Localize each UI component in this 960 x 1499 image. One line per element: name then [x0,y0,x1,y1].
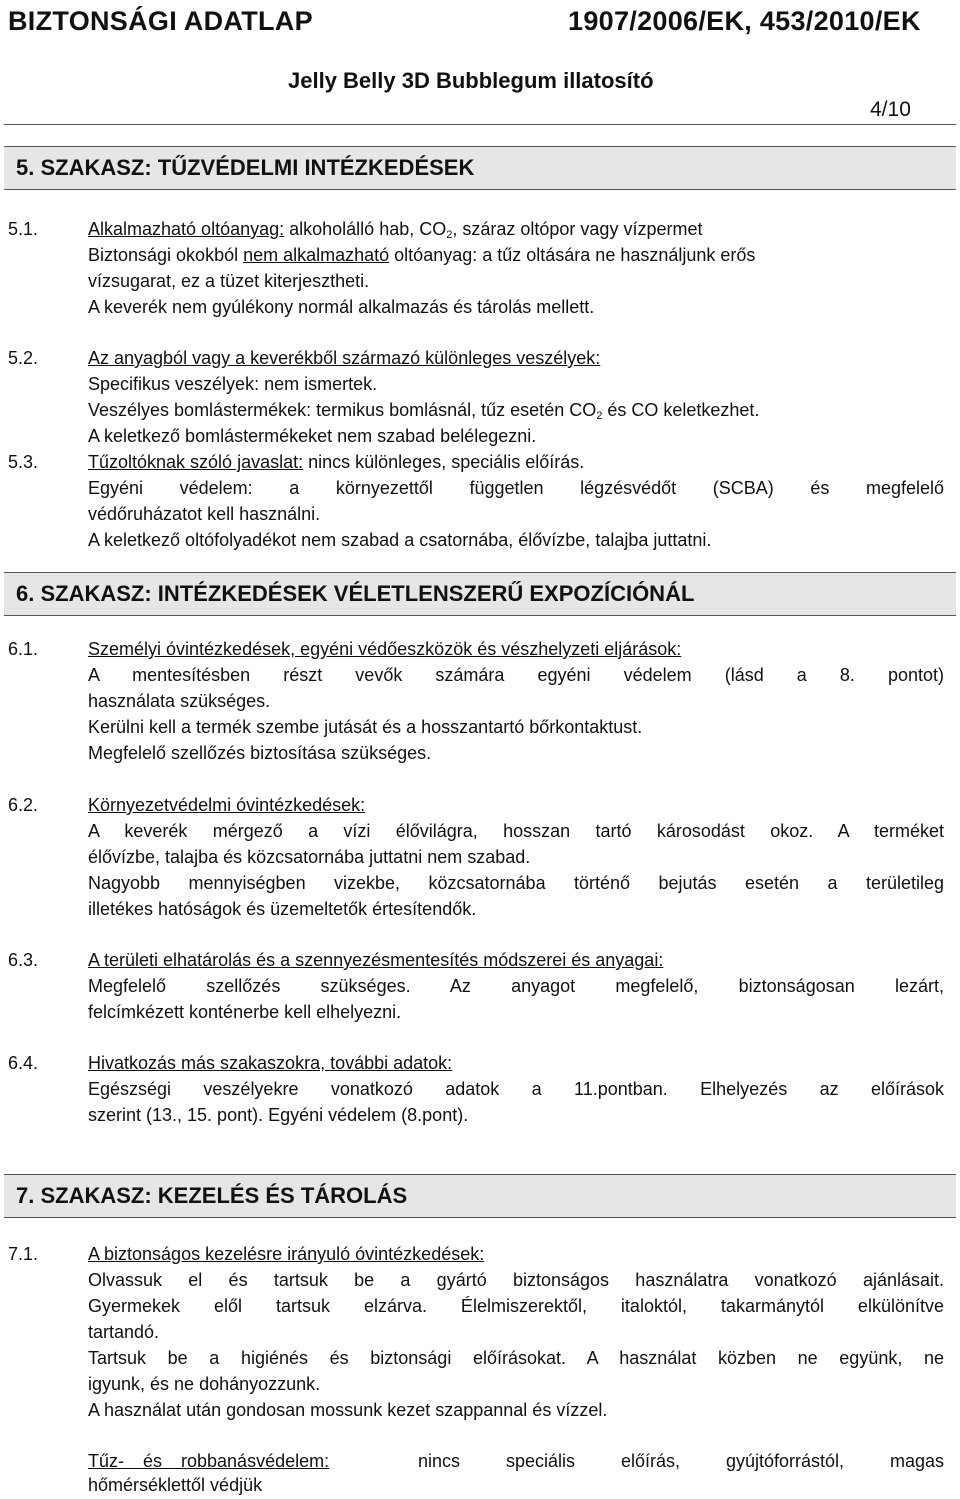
section-6-1-line-1: A mentesítésben részt vevők számára egyéni védelem (lásd a 8. pontot) [88,665,944,685]
section-6-2-line-2: élővízbe, talajba és közcsatornába juttatni nem szabad. [88,847,531,867]
section-6-4-number: 6.4. [8,1053,39,1073]
section-5-2-line-1: Specifikus veszélyek: nem ismertek. [88,374,378,394]
section-5-1-number: 5.1. [8,219,39,239]
section-6-4-line-2: szerint (13., 15. pont). Egyéni védelem (8.pont). [88,1105,469,1125]
unsuitable-label: nem alkalmazható [243,245,390,265]
firefighters-advice-label: Tűzoltóknak szóló javaslat: [88,452,304,472]
section-5-1-line-1: Alkalmazható oltóanyag: alkoholálló hab, $CO_2$, száraz oltópor vagy vízpermet [88,219,703,241]
regulation-reference: 1907/2006/EK, 453/2010/EK [568,6,921,36]
section-5-2-heading: Az anyagból vagy a keverékből származó különleges veszélyek: [88,348,601,368]
section-7-1-number: 7.1. [8,1244,39,1264]
section-7-header [4,1174,956,1218]
section-6-1-number: 6.1. [8,639,39,659]
fire-protection-line-2: hőmérséklettől védjük [88,1475,263,1495]
section-5-3-line-3: védőruházatot kell használni. [88,504,321,524]
section-5-3-line-1: Tűzoltóknak szóló javaslat: nincs különleges, speciális előírás. [88,452,585,472]
section-7-1-heading: A biztonságos kezelésre irányuló óvintézkedések: [88,1244,485,1264]
section-6-4-line-1: Egészségi veszélyekre vonatkozó adatok a 11.pontban. Elhelyezés az előírások [88,1079,944,1099]
section-6-4-heading: Hivatkozás más szakaszokra, további adatok: [88,1053,453,1073]
section-5-header [4,146,956,190]
section-6-2-line-3: Nagyobb mennyiségben vizekbe, közcsatornába történő bejutás esetén a területileg [88,873,944,893]
section-6-2-line-4: illetékes hatóságok és üzemeltetők értesítendők. [88,899,477,919]
section-6-3-line-1: Megfelelő szellőzés szükséges. Az anyagot megfelelő, biztonságosan lezárt, [88,976,944,996]
section-6-3-number: 6.3. [8,950,39,970]
section-5-2-line-3: A keletkező bomlástermékeket nem szabad belélegezni. [88,426,537,446]
section-7-1-line-3: tartandó. [88,1322,160,1342]
section-7-title: 7. SZAKASZ: KEZELÉS ÉS TÁROLÁS [16,1183,408,1208]
section-5-title: 5. SZAKASZ: TŰZVÉDELMI INTÉZKEDÉSEK [16,155,475,180]
fire-protection-text: nincs speciális előírás, gyújtóforrástól, magas [418,1451,944,1471]
section-5-1-line-2: Biztonsági okokból nem alkalmazható oltóanyag: a tűz oltására ne használjunk erős [88,245,756,265]
section-7-1-line-1: Olvassuk el és tartsuk be a gyártó biztonságos használatra vonatkozó ajánlásait. [88,1270,944,1290]
section-5-1-line-3: vízsugarat, ez a tüzet kiterjesztheti. [88,271,370,291]
section-5-2-line-2: Veszélyes bomlástermékek: termikus bomlásnál, tűz esetén $CO_2$ és CO keletkezhet. [88,400,760,422]
section-6-1-line-3: Kerülni kell a termék szembe jutását és a hosszantartó bőrkontaktust. [88,717,643,737]
section-5-1-line-4: A keverék nem gyúlékony normál alkalmazás és tárolás mellett. [88,297,595,317]
section-5-3-line-4: A keletkező oltófolyadékot nem szabad a csatornába, élővízbe, talajba juttatni. [88,530,712,550]
section-7-1-line-2: Gyermekek elől tartsuk elzárva. Élelmiszerektől, italoktól, takarmánytól elkülönítve [88,1296,944,1316]
section-7-1-line-6: A használat után gondosan mossunk kezet szappannal és vízzel. [88,1400,608,1420]
section-6-1-line-4: Megfelelő szellőzés biztosítása szükséges. [88,743,432,763]
product-name: Jelly Belly 3D Bubblegum illatosító [288,68,654,93]
section-5-3-number: 5.3. [8,452,39,472]
page-number: 4/10 [870,98,911,121]
document-title: BIZTONSÁGI ADATLAP [8,6,313,36]
fire-protection-label: Tűz- és robbanásvédelem: [88,1451,330,1471]
section-6-1-heading: Személyi óvintézkedések, egyéni védőeszközök és vészhelyzeti eljárások: [88,639,682,659]
header-divider [4,124,956,125]
section-6-3-heading: A területi elhatárolás és a szennyezésmentesítés módszerei és anyagai: [88,950,664,970]
section-7-1-line-5: igyunk, és ne dohányozzunk. [88,1374,321,1394]
section-6-1-line-2: használata szükséges. [88,691,271,711]
section-7-1-line-4: Tartsuk be a higiénés és biztonsági előírásokat. A használat közben ne együnk, ne [88,1348,944,1368]
section-5-2-number: 5.2. [8,348,39,368]
section-5-3-line-2: Egyéni védelem: a környezettől független légzésvédőt (SCBA) és megfelelő [88,478,944,498]
section-6-2-line-1: A keverék mérgező a vízi élővilágra, hosszan tartó károsodást okoz. A terméket [88,821,944,841]
section-6-2-number: 6.2. [8,795,39,815]
section-6-header [4,572,956,616]
extinguishing-media-label: Alkalmazható oltóanyag: [88,219,285,239]
section-6-3-line-2: felcímkézett konténerbe kell elhelyezni. [88,1002,402,1022]
section-6-title: 6. SZAKASZ: INTÉZKEDÉSEK VÉLETLENSZERŰ EXPOZÍCIÓNÁL [16,581,695,606]
section-6-2-heading: Környezetvédelmi óvintézkedések: [88,795,366,815]
